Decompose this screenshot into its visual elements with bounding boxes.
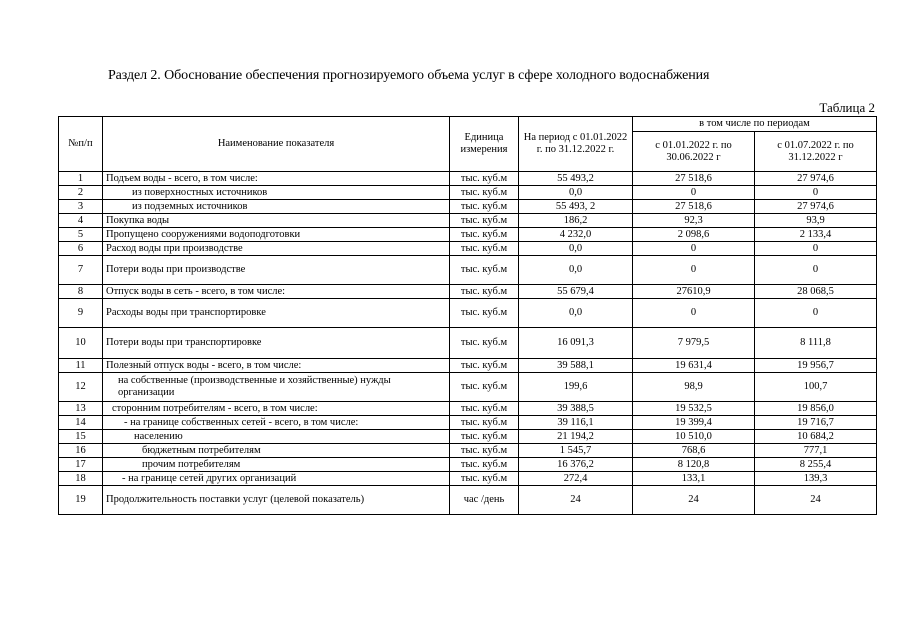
row-unit-cell: тыс. куб.м: [450, 256, 519, 285]
row-period-2-cell: 27 974,6: [755, 172, 877, 186]
row-unit-cell: тыс. куб.м: [450, 359, 519, 373]
row-total-cell: 21 194,2: [519, 430, 633, 444]
row-name-cell: прочим потребителям: [103, 458, 450, 472]
row-period-2-cell: 93,9: [755, 214, 877, 228]
table-row: [59, 416, 877, 430]
row-unit-cell: тыс. куб.м: [450, 430, 519, 444]
row-unit-cell: тыс. куб.м: [450, 416, 519, 430]
row-period-2-cell: 19 956,7: [755, 359, 877, 373]
row-total-cell: 55 493,2: [519, 172, 633, 186]
row-period-1-cell: 27610,9: [633, 285, 755, 299]
row-name-cell: бюджетным потребителям: [103, 444, 450, 458]
row-total-cell: 16 091,3: [519, 328, 633, 359]
row-unit-cell: тыс. куб.м: [450, 200, 519, 214]
row-period-1-cell: 0: [633, 242, 755, 256]
row-name-cell: Расход воды при производстве: [103, 242, 450, 256]
table-header: [59, 117, 877, 172]
table-row: [59, 402, 877, 416]
row-name-cell: Потери воды при транспортировке: [103, 328, 450, 359]
row-num-cell: 19: [59, 486, 103, 515]
row-unit-cell: час /день: [450, 486, 519, 515]
row-unit-cell: тыс. куб.м: [450, 172, 519, 186]
row-total-cell: 272,4: [519, 472, 633, 486]
row-total-cell: 39 116,1: [519, 416, 633, 430]
row-period-1-cell: 7 979,5: [633, 328, 755, 359]
row-num-cell: 4: [59, 214, 103, 228]
table-row: [59, 458, 877, 472]
row-unit-cell: тыс. куб.м: [450, 444, 519, 458]
row-name-cell: Покупка воды: [103, 214, 450, 228]
row-period-1-cell: 0: [633, 256, 755, 285]
row-name-cell: - на границе сетей других организаций: [103, 472, 450, 486]
row-total-cell: 24: [519, 486, 633, 515]
row-num-cell: 1: [59, 172, 103, 186]
table-row: [59, 228, 877, 242]
row-period-1-cell: 0: [633, 299, 755, 328]
row-total-cell: 39 388,5: [519, 402, 633, 416]
row-name-cell: Продолжительность поставки услуг (целевой показатель): [103, 486, 450, 515]
row-unit-cell: тыс. куб.м: [450, 402, 519, 416]
row-period-1-cell: 98,9: [633, 373, 755, 402]
row-unit-cell: тыс. куб.м: [450, 228, 519, 242]
row-name-cell: населению: [103, 430, 450, 444]
row-total-cell: 0,0: [519, 242, 633, 256]
table-row: [59, 285, 877, 299]
row-period-1-cell: 133,1: [633, 472, 755, 486]
row-num-cell: 15: [59, 430, 103, 444]
header-period-2: с 01.07.2022 г. по 31.12.2022 г: [755, 132, 877, 172]
row-num-cell: 16: [59, 444, 103, 458]
table-row: [59, 472, 877, 486]
row-name-cell: Потери воды при производстве: [103, 256, 450, 285]
header-incl-periods: в том числе по периодам: [633, 117, 877, 132]
row-num-cell: 9: [59, 299, 103, 328]
row-period-2-cell: 139,3: [755, 472, 877, 486]
row-name-cell: Полезный отпуск воды - всего, в том числе:: [103, 359, 450, 373]
row-name-cell: из поверхностных источников: [103, 186, 450, 200]
row-name-cell: из подземных источников: [103, 200, 450, 214]
table-row: [59, 430, 877, 444]
table-row: [59, 242, 877, 256]
row-period-2-cell: 2 133,4: [755, 228, 877, 242]
header-name: Наименование показателя: [103, 117, 450, 172]
row-total-cell: 186,2: [519, 214, 633, 228]
row-total-cell: 39 588,1: [519, 359, 633, 373]
header-period-1: с 01.01.2022 г. по 30.06.2022 г: [633, 132, 755, 172]
row-period-2-cell: 100,7: [755, 373, 877, 402]
table-row: [59, 444, 877, 458]
row-unit-cell: тыс. куб.м: [450, 242, 519, 256]
header-unit: Единица измерения: [450, 117, 519, 172]
row-num-cell: 10: [59, 328, 103, 359]
table-label: Таблица 2: [819, 100, 875, 115]
row-num-cell: 5: [59, 228, 103, 242]
row-name-cell: на собственные (производственные и хозяйственные) нужды организации: [103, 373, 450, 402]
row-unit-cell: тыс. куб.м: [450, 328, 519, 359]
row-period-1-cell: 27 518,6: [633, 172, 755, 186]
row-period-1-cell: 10 510,0: [633, 430, 755, 444]
row-period-1-cell: 8 120,8: [633, 458, 755, 472]
indicators-table: [58, 116, 877, 515]
row-num-cell: 14: [59, 416, 103, 430]
table-row: [59, 328, 877, 359]
row-unit-cell: тыс. куб.м: [450, 373, 519, 402]
table-row: [59, 373, 877, 402]
row-unit-cell: тыс. куб.м: [450, 458, 519, 472]
row-total-cell: 55 679,4: [519, 285, 633, 299]
table-row: [59, 359, 877, 373]
row-period-1-cell: 24: [633, 486, 755, 515]
row-name-cell: Подъем воды - всего, в том числе:: [103, 172, 450, 186]
row-period-1-cell: 27 518,6: [633, 200, 755, 214]
row-num-cell: 18: [59, 472, 103, 486]
table-row: [59, 200, 877, 214]
table-row: [59, 172, 877, 186]
row-period-1-cell: 19 631,4: [633, 359, 755, 373]
row-num-cell: 8: [59, 285, 103, 299]
row-period-2-cell: 0: [755, 186, 877, 200]
row-num-cell: 12: [59, 373, 103, 402]
row-period-2-cell: 0: [755, 256, 877, 285]
row-period-2-cell: 0: [755, 299, 877, 328]
row-period-2-cell: 8 111,8: [755, 328, 877, 359]
row-num-cell: 7: [59, 256, 103, 285]
row-period-2-cell: 19 856,0: [755, 402, 877, 416]
row-period-1-cell: 0: [633, 186, 755, 200]
row-num-cell: 11: [59, 359, 103, 373]
row-period-1-cell: 19 399,4: [633, 416, 755, 430]
table-row: [59, 486, 877, 515]
row-name-cell: Отпуск воды в сеть - всего, в том числе:: [103, 285, 450, 299]
table-row: [59, 256, 877, 285]
row-period-2-cell: 0: [755, 242, 877, 256]
row-period-1-cell: 19 532,5: [633, 402, 755, 416]
row-unit-cell: тыс. куб.м: [450, 299, 519, 328]
row-total-cell: 1 545,7: [519, 444, 633, 458]
row-name-cell: сторонним потребителям - всего, в том числе:: [103, 402, 450, 416]
row-name-cell: - на границе собственных сетей - всего, в том числе:: [103, 416, 450, 430]
table-body: [59, 172, 877, 515]
row-period-2-cell: 10 684,2: [755, 430, 877, 444]
row-period-2-cell: 8 255,4: [755, 458, 877, 472]
row-name-cell: Расходы воды при транспортировке: [103, 299, 450, 328]
row-period-1-cell: 2 098,6: [633, 228, 755, 242]
row-total-cell: 4 232,0: [519, 228, 633, 242]
row-total-cell: 16 376,2: [519, 458, 633, 472]
row-num-cell: 17: [59, 458, 103, 472]
row-total-cell: 0,0: [519, 186, 633, 200]
row-period-1-cell: 92,3: [633, 214, 755, 228]
row-unit-cell: тыс. куб.м: [450, 214, 519, 228]
header-num: №п/п: [59, 117, 103, 172]
row-total-cell: 0,0: [519, 256, 633, 285]
row-period-2-cell: 19 716,7: [755, 416, 877, 430]
row-unit-cell: тыс. куб.м: [450, 186, 519, 200]
header-period: На период с 01.01.2022 г. по 31.12.2022 г.: [519, 117, 633, 172]
row-period-2-cell: 777,1: [755, 444, 877, 458]
table-row: [59, 214, 877, 228]
row-period-2-cell: 27 974,6: [755, 200, 877, 214]
row-period-2-cell: 28 068,5: [755, 285, 877, 299]
row-num-cell: 2: [59, 186, 103, 200]
row-num-cell: 13: [59, 402, 103, 416]
row-unit-cell: тыс. куб.м: [450, 285, 519, 299]
row-name-cell: Пропущено сооружениями водоподготовки: [103, 228, 450, 242]
row-total-cell: 55 493, 2: [519, 200, 633, 214]
row-period-2-cell: 24: [755, 486, 877, 515]
row-total-cell: 0,0: [519, 299, 633, 328]
section-title: Раздел 2. Обоснование обеспечения прогнозируемого объема услуг в сфере холодного водоснабжения: [108, 68, 710, 83]
table-row: [59, 299, 877, 328]
row-num-cell: 6: [59, 242, 103, 256]
row-unit-cell: тыс. куб.м: [450, 472, 519, 486]
table-row: [59, 186, 877, 200]
row-num-cell: 3: [59, 200, 103, 214]
row-total-cell: 199,6: [519, 373, 633, 402]
row-period-1-cell: 768,6: [633, 444, 755, 458]
